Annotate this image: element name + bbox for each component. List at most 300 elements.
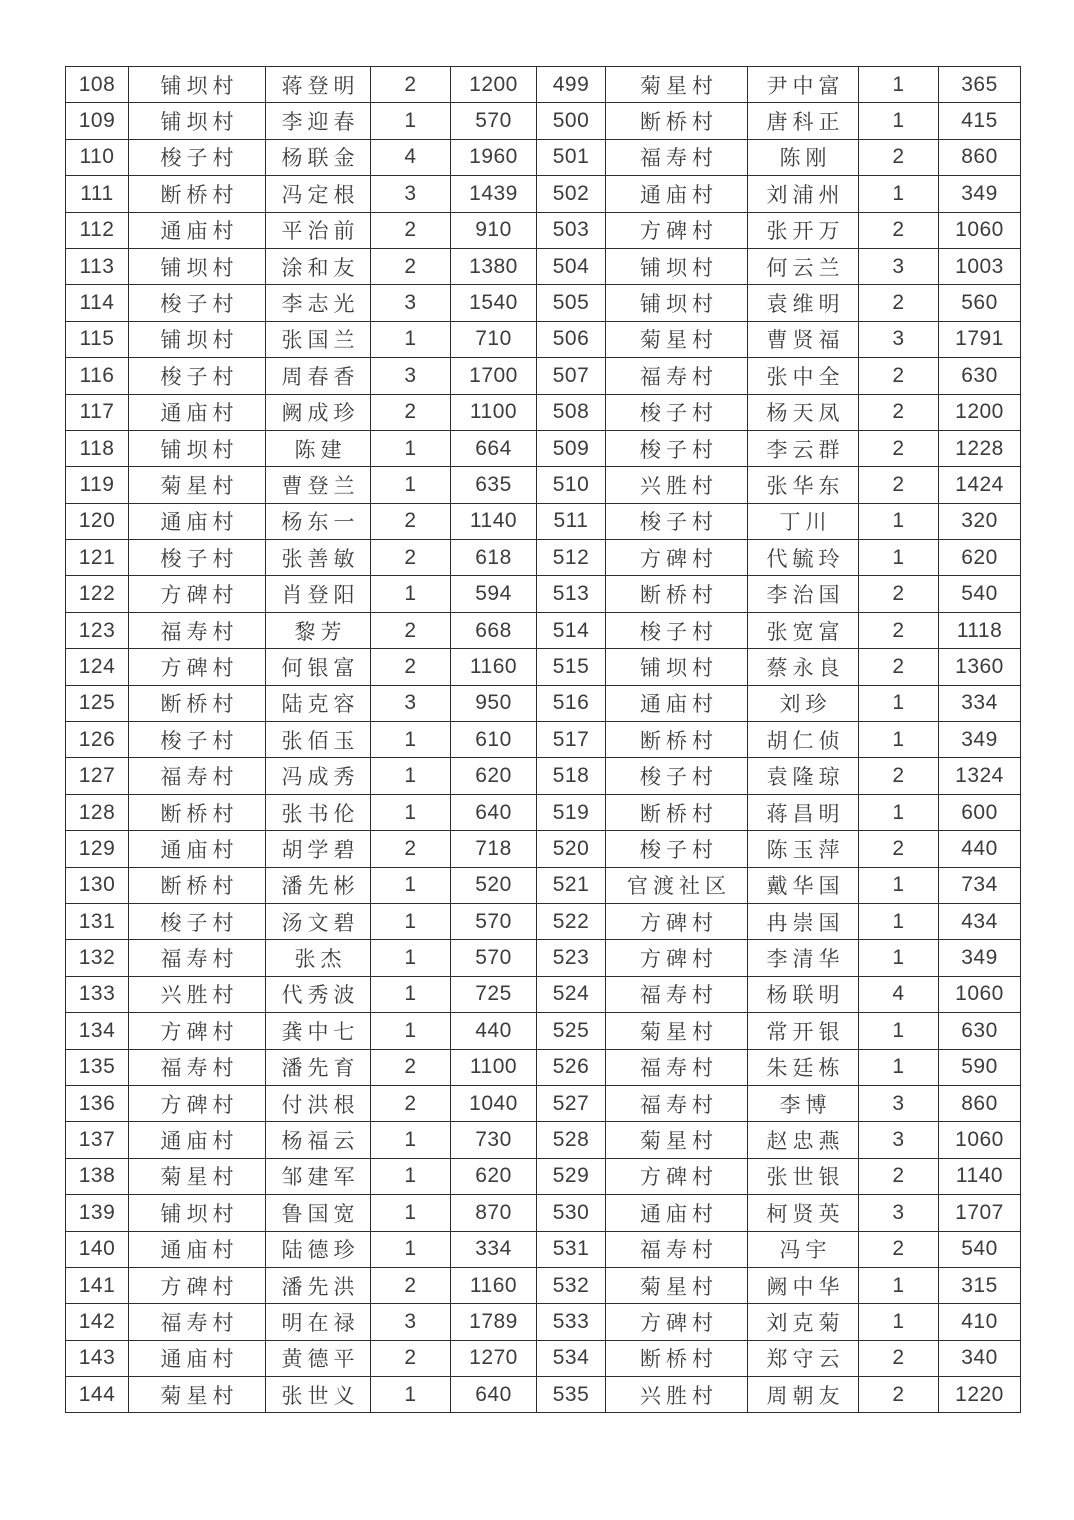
cell-amount-left: 640	[451, 1377, 537, 1413]
cell-person-left: 李迎春	[266, 103, 371, 139]
cell-village-right: 福寿村	[606, 1231, 748, 1267]
cell-village-right: 菊星村	[606, 321, 748, 357]
table-row	[66, 540, 1021, 576]
cell-index-right: 511	[537, 503, 606, 539]
cell-count-left: 2	[371, 540, 451, 576]
cell-village-left: 铺坝村	[129, 321, 266, 357]
cell-amount-left: 1270	[451, 1340, 537, 1376]
table-row	[66, 685, 1021, 721]
cell-village-right: 方碑村	[606, 903, 748, 939]
table-row	[66, 758, 1021, 794]
cell-village-right: 断桥村	[606, 103, 748, 139]
cell-count-right: 1	[859, 176, 939, 212]
cell-index-right: 516	[537, 685, 606, 721]
cell-person-left: 潘先育	[266, 1049, 371, 1085]
cell-amount-right: 340	[939, 1340, 1021, 1376]
cell-count-right: 2	[859, 831, 939, 867]
cell-village-left: 菊星村	[129, 1377, 266, 1413]
cell-person-right: 戴华国	[748, 867, 859, 903]
cell-count-left: 1	[371, 940, 451, 976]
cell-count-left: 1	[371, 103, 451, 139]
cell-person-right: 袁维明	[748, 285, 859, 321]
cell-count-left: 3	[371, 685, 451, 721]
cell-count-left: 2	[371, 1085, 451, 1121]
cell-person-left: 平治前	[266, 212, 371, 248]
cell-index-left: 131	[66, 903, 129, 939]
cell-person-right: 曹贤福	[748, 321, 859, 357]
cell-village-left: 梭子村	[129, 903, 266, 939]
cell-amount-right: 1360	[939, 649, 1021, 685]
cell-index-right: 515	[537, 649, 606, 685]
cell-village-right: 菊星村	[606, 67, 748, 103]
cell-person-left: 蒋登明	[266, 67, 371, 103]
cell-person-left: 陆克容	[266, 685, 371, 721]
cell-count-right: 1	[859, 940, 939, 976]
cell-person-right: 张华东	[748, 467, 859, 503]
cell-amount-right: 365	[939, 67, 1021, 103]
cell-amount-right: 320	[939, 503, 1021, 539]
cell-index-right: 528	[537, 1122, 606, 1158]
cell-amount-left: 1160	[451, 1267, 537, 1303]
cell-amount-right: 440	[939, 831, 1021, 867]
cell-index-left: 114	[66, 285, 129, 321]
cell-village-right: 方碑村	[606, 1158, 748, 1194]
cell-amount-right: 334	[939, 685, 1021, 721]
cell-index-right: 513	[537, 576, 606, 612]
cell-amount-right: 1140	[939, 1158, 1021, 1194]
cell-village-right: 梭子村	[606, 503, 748, 539]
cell-index-left: 120	[66, 503, 129, 539]
cell-count-left: 1	[371, 867, 451, 903]
cell-person-right: 刘珍	[748, 685, 859, 721]
cell-count-right: 2	[859, 1377, 939, 1413]
cell-count-right: 2	[859, 285, 939, 321]
table-row	[66, 430, 1021, 466]
cell-person-right: 蔡永良	[748, 649, 859, 685]
cell-person-right: 朱廷栋	[748, 1049, 859, 1085]
table-row	[66, 976, 1021, 1012]
cell-count-right: 2	[859, 467, 939, 503]
cell-amount-left: 1540	[451, 285, 537, 321]
cell-count-left: 1	[371, 1377, 451, 1413]
cell-village-left: 福寿村	[129, 758, 266, 794]
cell-index-left: 127	[66, 758, 129, 794]
cell-village-left: 断桥村	[129, 176, 266, 212]
cell-count-left: 1	[371, 321, 451, 357]
cell-index-right: 533	[537, 1304, 606, 1340]
cell-index-left: 115	[66, 321, 129, 357]
cell-amount-right: 349	[939, 176, 1021, 212]
cell-count-left: 1	[371, 794, 451, 830]
cell-person-right: 赵忠燕	[748, 1122, 859, 1158]
cell-index-left: 108	[66, 67, 129, 103]
cell-amount-left: 910	[451, 212, 537, 248]
cell-index-left: 111	[66, 176, 129, 212]
cell-amount-left: 620	[451, 758, 537, 794]
cell-amount-right: 590	[939, 1049, 1021, 1085]
cell-village-right: 兴胜村	[606, 1377, 748, 1413]
cell-person-right: 张开万	[748, 212, 859, 248]
cell-count-right: 2	[859, 139, 939, 175]
cell-person-right: 胡仁侦	[748, 722, 859, 758]
cell-village-right: 菊星村	[606, 1013, 748, 1049]
cell-village-right: 梭子村	[606, 394, 748, 430]
cell-index-left: 126	[66, 722, 129, 758]
cell-count-left: 3	[371, 176, 451, 212]
cell-amount-left: 620	[451, 1158, 537, 1194]
cell-index-left: 132	[66, 940, 129, 976]
cell-amount-left: 664	[451, 430, 537, 466]
cell-person-right: 杨联明	[748, 976, 859, 1012]
cell-amount-right: 1424	[939, 467, 1021, 503]
cell-village-left: 方碑村	[129, 576, 266, 612]
cell-index-right: 519	[537, 794, 606, 830]
cell-count-right: 3	[859, 248, 939, 284]
table-row	[66, 612, 1021, 648]
cell-amount-left: 1100	[451, 394, 537, 430]
cell-village-left: 兴胜村	[129, 976, 266, 1012]
cell-village-right: 菊星村	[606, 1122, 748, 1158]
cell-person-left: 何银富	[266, 649, 371, 685]
cell-count-right: 1	[859, 794, 939, 830]
cell-count-right: 3	[859, 1122, 939, 1158]
cell-count-right: 2	[859, 430, 939, 466]
cell-village-right: 福寿村	[606, 139, 748, 175]
cell-count-right: 1	[859, 1013, 939, 1049]
cell-amount-left: 1200	[451, 67, 537, 103]
cell-person-right: 代毓玲	[748, 540, 859, 576]
cell-count-right: 1	[859, 722, 939, 758]
cell-person-left: 李志光	[266, 285, 371, 321]
cell-count-right: 2	[859, 394, 939, 430]
cell-amount-left: 870	[451, 1195, 537, 1231]
cell-person-right: 李博	[748, 1085, 859, 1121]
cell-index-left: 118	[66, 430, 129, 466]
cell-amount-left: 1380	[451, 248, 537, 284]
cell-count-left: 2	[371, 67, 451, 103]
cell-amount-right: 349	[939, 940, 1021, 976]
cell-count-right: 1	[859, 1049, 939, 1085]
cell-person-left: 鲁国宽	[266, 1195, 371, 1231]
cell-person-right: 常开银	[748, 1013, 859, 1049]
cell-index-left: 113	[66, 248, 129, 284]
cell-person-left: 冯定根	[266, 176, 371, 212]
cell-amount-right: 1707	[939, 1195, 1021, 1231]
cell-amount-left: 520	[451, 867, 537, 903]
cell-person-left: 邹建军	[266, 1158, 371, 1194]
cell-count-left: 2	[371, 1340, 451, 1376]
cell-index-left: 141	[66, 1267, 129, 1303]
table-row	[66, 1049, 1021, 1085]
cell-count-right: 1	[859, 1267, 939, 1303]
cell-person-right: 阙中华	[748, 1267, 859, 1303]
cell-index-right: 518	[537, 758, 606, 794]
cell-index-left: 136	[66, 1085, 129, 1121]
cell-index-right: 524	[537, 976, 606, 1012]
cell-village-left: 通庙村	[129, 394, 266, 430]
cell-index-right: 500	[537, 103, 606, 139]
cell-amount-right: 860	[939, 139, 1021, 175]
cell-amount-right: 1324	[939, 758, 1021, 794]
cell-village-left: 断桥村	[129, 867, 266, 903]
table-row	[66, 467, 1021, 503]
cell-index-right: 506	[537, 321, 606, 357]
cell-index-left: 140	[66, 1231, 129, 1267]
cell-person-left: 肖登阳	[266, 576, 371, 612]
cell-amount-left: 1040	[451, 1085, 537, 1121]
cell-count-left: 1	[371, 1122, 451, 1158]
table-row	[66, 212, 1021, 248]
cell-count-left: 2	[371, 1267, 451, 1303]
cell-count-left: 1	[371, 467, 451, 503]
cell-person-left: 张世义	[266, 1377, 371, 1413]
cell-amount-right: 410	[939, 1304, 1021, 1340]
cell-count-left: 1	[371, 576, 451, 612]
cell-index-left: 122	[66, 576, 129, 612]
cell-count-left: 2	[371, 248, 451, 284]
cell-count-left: 2	[371, 649, 451, 685]
cell-amount-right: 540	[939, 1231, 1021, 1267]
cell-amount-right: 1003	[939, 248, 1021, 284]
cell-village-right: 福寿村	[606, 976, 748, 1012]
cell-person-left: 潘先彬	[266, 867, 371, 903]
cell-person-left: 胡学碧	[266, 831, 371, 867]
table-row	[66, 103, 1021, 139]
cell-index-right: 502	[537, 176, 606, 212]
cell-count-left: 1	[371, 1158, 451, 1194]
cell-village-right: 通庙村	[606, 685, 748, 721]
cell-person-left: 潘先洪	[266, 1267, 371, 1303]
cell-village-left: 梭子村	[129, 722, 266, 758]
table-row	[66, 285, 1021, 321]
cell-amount-left: 668	[451, 612, 537, 648]
cell-person-right: 刘浦州	[748, 176, 859, 212]
cell-village-right: 方碑村	[606, 1304, 748, 1340]
table-row	[66, 867, 1021, 903]
cell-village-left: 菊星村	[129, 1158, 266, 1194]
cell-amount-right: 630	[939, 1013, 1021, 1049]
cell-count-left: 1	[371, 1231, 451, 1267]
cell-amount-left: 570	[451, 903, 537, 939]
cell-count-right: 1	[859, 503, 939, 539]
cell-index-right: 508	[537, 394, 606, 430]
cell-index-left: 144	[66, 1377, 129, 1413]
table-row	[66, 1231, 1021, 1267]
cell-person-right: 李云群	[748, 430, 859, 466]
cell-index-left: 137	[66, 1122, 129, 1158]
cell-village-right: 梭子村	[606, 758, 748, 794]
cell-index-left: 119	[66, 467, 129, 503]
cell-amount-left: 1160	[451, 649, 537, 685]
cell-village-right: 方碑村	[606, 940, 748, 976]
cell-person-left: 涂和友	[266, 248, 371, 284]
cell-index-left: 121	[66, 540, 129, 576]
cell-village-left: 方碑村	[129, 649, 266, 685]
cell-village-right: 福寿村	[606, 1049, 748, 1085]
cell-person-right: 冉崇国	[748, 903, 859, 939]
cell-count-left: 1	[371, 903, 451, 939]
cell-count-left: 1	[371, 1195, 451, 1231]
cell-village-left: 铺坝村	[129, 1195, 266, 1231]
cell-person-left: 冯成秀	[266, 758, 371, 794]
cell-village-left: 梭子村	[129, 285, 266, 321]
cell-person-left: 杨东一	[266, 503, 371, 539]
cell-person-right: 蒋昌明	[748, 794, 859, 830]
cell-amount-right: 1060	[939, 212, 1021, 248]
cell-count-left: 2	[371, 394, 451, 430]
cell-amount-left: 718	[451, 831, 537, 867]
table-row	[66, 1122, 1021, 1158]
cell-person-left: 张杰	[266, 940, 371, 976]
cell-index-left: 143	[66, 1340, 129, 1376]
cell-village-left: 福寿村	[129, 1049, 266, 1085]
table-row	[66, 1195, 1021, 1231]
cell-village-right: 菊星村	[606, 1267, 748, 1303]
cell-count-right: 1	[859, 540, 939, 576]
cell-count-left: 1	[371, 722, 451, 758]
table-row	[66, 576, 1021, 612]
cell-amount-right: 434	[939, 903, 1021, 939]
cell-index-left: 133	[66, 976, 129, 1012]
table-row	[66, 67, 1021, 103]
cell-person-left: 黄德平	[266, 1340, 371, 1376]
table-row	[66, 394, 1021, 430]
cell-village-right: 铺坝村	[606, 285, 748, 321]
table-row	[66, 321, 1021, 357]
cell-person-right: 丁川	[748, 503, 859, 539]
cell-village-left: 通庙村	[129, 1340, 266, 1376]
cell-person-right: 李治国	[748, 576, 859, 612]
cell-index-left: 142	[66, 1304, 129, 1340]
cell-village-right: 方碑村	[606, 212, 748, 248]
cell-village-left: 菊星村	[129, 467, 266, 503]
cell-amount-right: 415	[939, 103, 1021, 139]
cell-index-right: 535	[537, 1377, 606, 1413]
cell-index-left: 129	[66, 831, 129, 867]
cell-amount-left: 1700	[451, 358, 537, 394]
cell-count-right: 3	[859, 1195, 939, 1231]
cell-index-left: 109	[66, 103, 129, 139]
table-row	[66, 794, 1021, 830]
cell-amount-right: 315	[939, 1267, 1021, 1303]
cell-index-right: 517	[537, 722, 606, 758]
cell-amount-left: 570	[451, 103, 537, 139]
cell-amount-left: 640	[451, 794, 537, 830]
cell-count-left: 1	[371, 430, 451, 466]
cell-amount-right: 1118	[939, 612, 1021, 648]
cell-village-right: 断桥村	[606, 722, 748, 758]
cell-amount-left: 570	[451, 940, 537, 976]
cell-index-left: 139	[66, 1195, 129, 1231]
cell-index-right: 501	[537, 139, 606, 175]
cell-count-left: 4	[371, 139, 451, 175]
cell-amount-right: 560	[939, 285, 1021, 321]
cell-count-left: 3	[371, 1304, 451, 1340]
cell-count-left: 1	[371, 1013, 451, 1049]
cell-amount-left: 594	[451, 576, 537, 612]
cell-amount-right: 734	[939, 867, 1021, 903]
cell-count-left: 3	[371, 285, 451, 321]
cell-village-left: 梭子村	[129, 139, 266, 175]
cell-village-right: 福寿村	[606, 1085, 748, 1121]
cell-index-right: 532	[537, 1267, 606, 1303]
cell-person-right: 李清华	[748, 940, 859, 976]
cell-index-right: 534	[537, 1340, 606, 1376]
cell-count-left: 1	[371, 976, 451, 1012]
table-row	[66, 940, 1021, 976]
cell-index-right: 530	[537, 1195, 606, 1231]
cell-village-left: 梭子村	[129, 540, 266, 576]
cell-amount-right: 620	[939, 540, 1021, 576]
cell-index-right: 503	[537, 212, 606, 248]
cell-index-right: 525	[537, 1013, 606, 1049]
cell-village-left: 梭子村	[129, 358, 266, 394]
cell-village-left: 通庙村	[129, 1231, 266, 1267]
cell-village-right: 通庙村	[606, 1195, 748, 1231]
cell-village-left: 福寿村	[129, 612, 266, 648]
cell-amount-right: 1228	[939, 430, 1021, 466]
cell-person-right: 何云兰	[748, 248, 859, 284]
cell-village-left: 通庙村	[129, 1122, 266, 1158]
cell-village-left: 铺坝村	[129, 430, 266, 466]
cell-village-right: 梭子村	[606, 612, 748, 648]
table-row	[66, 649, 1021, 685]
cell-person-left: 曹登兰	[266, 467, 371, 503]
cell-count-right: 1	[859, 103, 939, 139]
cell-amount-left: 1439	[451, 176, 537, 212]
cell-amount-left: 1140	[451, 503, 537, 539]
cell-index-left: 116	[66, 358, 129, 394]
cell-person-right: 杨天凤	[748, 394, 859, 430]
cell-person-left: 龚中七	[266, 1013, 371, 1049]
cell-person-right: 陈玉萍	[748, 831, 859, 867]
table-row	[66, 903, 1021, 939]
cell-amount-left: 1789	[451, 1304, 537, 1340]
cell-count-right: 3	[859, 321, 939, 357]
cell-village-right: 方碑村	[606, 540, 748, 576]
table-row	[66, 1304, 1021, 1340]
cell-village-right: 梭子村	[606, 430, 748, 466]
cell-amount-left: 725	[451, 976, 537, 1012]
cell-index-right: 526	[537, 1049, 606, 1085]
cell-village-right: 铺坝村	[606, 248, 748, 284]
cell-person-right: 张世银	[748, 1158, 859, 1194]
cell-person-left: 付洪根	[266, 1085, 371, 1121]
table-row	[66, 358, 1021, 394]
cell-person-left: 张国兰	[266, 321, 371, 357]
table-row	[66, 1085, 1021, 1121]
cell-village-right: 断桥村	[606, 794, 748, 830]
cell-index-right: 499	[537, 67, 606, 103]
cell-person-right: 袁隆琼	[748, 758, 859, 794]
cell-index-right: 507	[537, 358, 606, 394]
cell-index-left: 117	[66, 394, 129, 430]
cell-count-left: 2	[371, 503, 451, 539]
cell-amount-right: 1200	[939, 394, 1021, 430]
cell-amount-right: 540	[939, 576, 1021, 612]
cell-person-right: 郑守云	[748, 1340, 859, 1376]
cell-count-left: 1	[371, 758, 451, 794]
cell-amount-left: 635	[451, 467, 537, 503]
cell-amount-left: 610	[451, 722, 537, 758]
cell-count-right: 2	[859, 612, 939, 648]
cell-count-right: 1	[859, 867, 939, 903]
cell-person-right: 陈刚	[748, 139, 859, 175]
cell-person-left: 黎芳	[266, 612, 371, 648]
cell-index-right: 505	[537, 285, 606, 321]
cell-amount-left: 730	[451, 1122, 537, 1158]
cell-person-left: 张书伦	[266, 794, 371, 830]
